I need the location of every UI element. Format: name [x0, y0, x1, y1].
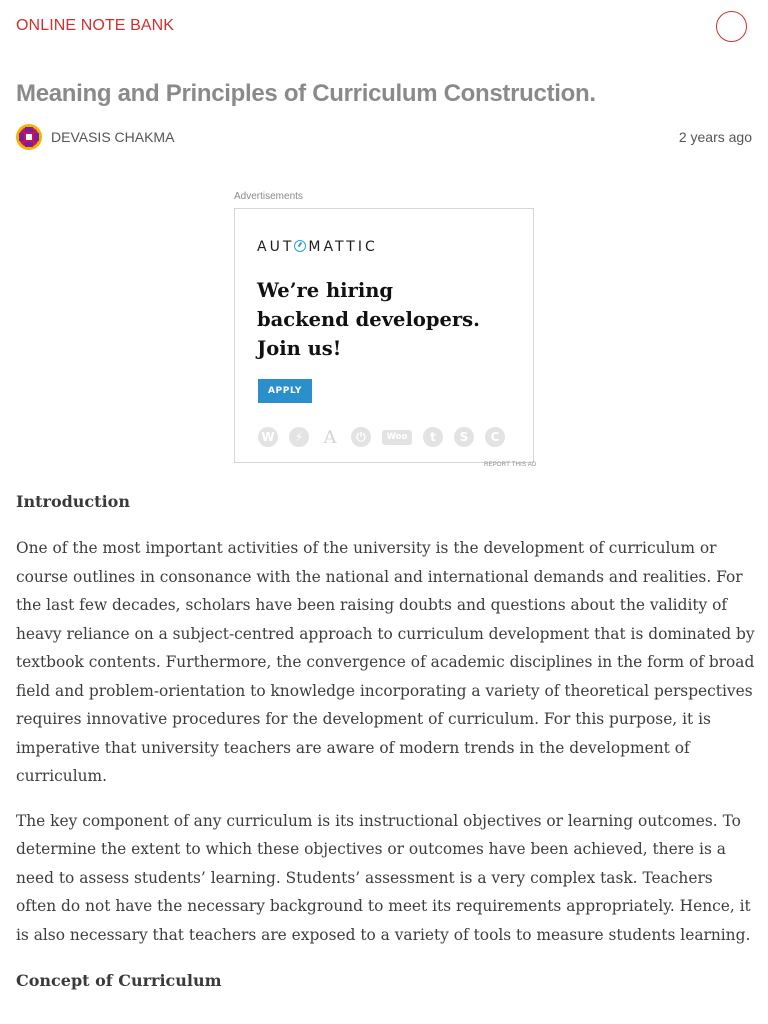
jetpack-icon: ⚡: [289, 427, 309, 447]
power-icon: ⏻: [351, 427, 371, 447]
akismet-icon: A: [323, 426, 337, 448]
report-ad-link[interactable]: REPORT THIS AD: [484, 462, 537, 468]
wordpress-icon: W: [258, 427, 278, 447]
apply-button[interactable]: APPLY: [258, 379, 312, 403]
tumblr-icon: t: [423, 427, 443, 447]
author-name[interactable]: DEVASIS CHAKMA: [51, 129, 175, 145]
article-paragraph: The key component of any curriculum is its instructional objectives or learning outcomes. To determine the extent to which these objectives or outcomes have been achieved, there is a need to assess students’ learning. Students’ assessment is a very complex task. Teachers often do not have the necessary background to meet its requirements appropriately. Hence, it is also necessary that teachers are exposed to a variety of tools to measure students learning.: [16, 811, 751, 944]
advertisement[interactable]: [234, 208, 534, 463]
ad-brand-logo: [257, 239, 378, 255]
ad-product-icons: [258, 427, 505, 447]
automattic-o-icon: [294, 240, 306, 252]
simplenote-icon: S: [454, 427, 474, 447]
woocommerce-icon: Woo: [382, 430, 412, 445]
section-heading-introduction: Introduction: [16, 492, 130, 511]
ad-brand-part-1: AUT: [257, 239, 295, 255]
post-title: Meaning and Principles of Curriculum Construction.: [16, 80, 596, 107]
article-paragraph: One of the most important activities of the university is the development of curriculum or course outlines in consonance with the national and international demands and realities. For the last few decades, scholars have been raising doubts and questions about the validity of heavy reliance on a subject-centred approach to curriculum development that is dominated by textbook contents. Furthermore, the convergence of academic disciplines in the form of broad field and problem-orientation to knowledge incorporating a variety of theoretical perspectives requires innovative procedures for the development of curriculum. For this purpose, it is imperative that university teachers are aware of modern trends in the development of curriculum.: [16, 539, 755, 785]
post-date: 2 years ago: [678, 129, 752, 145]
longreads-icon: C: [485, 427, 505, 447]
site-title-link[interactable]: ONLINE NOTE BANK: [16, 17, 175, 34]
author-avatar-icon[interactable]: [16, 124, 42, 150]
section-heading-concept: Concept of Curriculum: [16, 971, 222, 990]
ad-label: Advertisements: [234, 191, 303, 202]
menu-circle-icon[interactable]: [716, 11, 747, 42]
ad-brand-part-2: MATTIC: [308, 239, 378, 255]
ad-headline: We’re hiring backend developers. Join us!: [257, 279, 480, 360]
article-body: [16, 490, 756, 993]
site-header: [0, 0, 768, 56]
